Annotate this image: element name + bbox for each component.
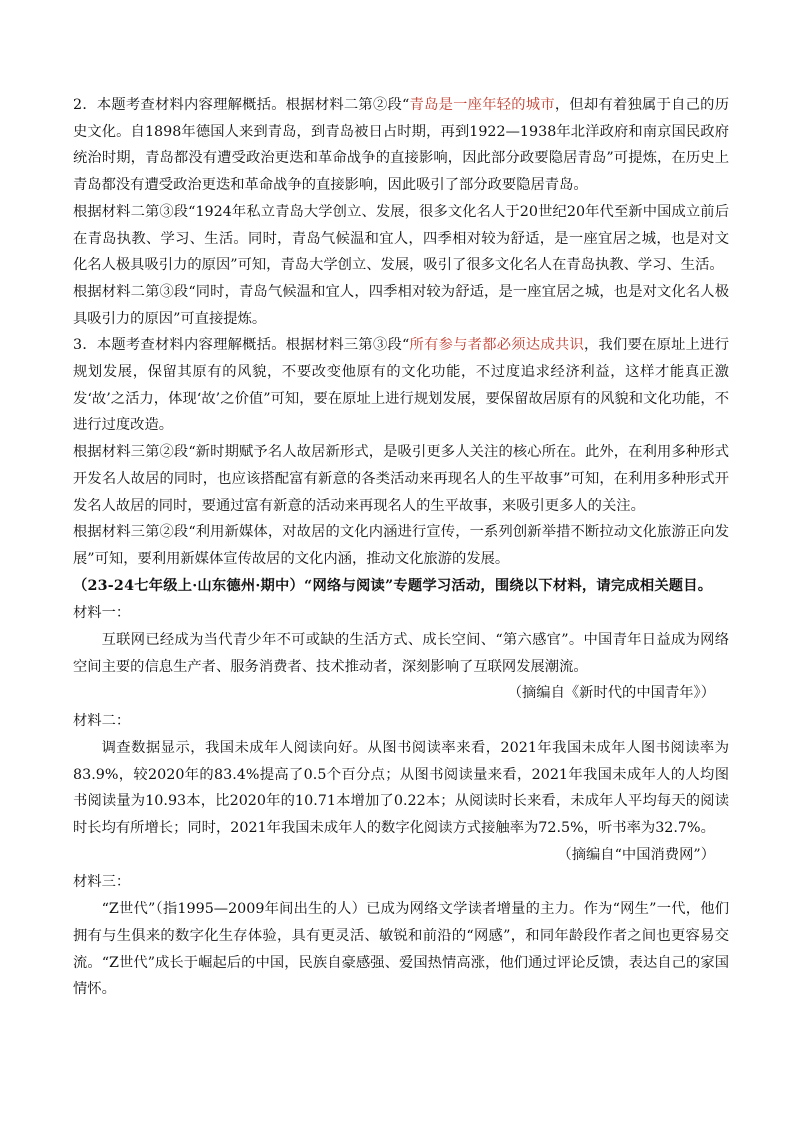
answer-3-lead: 3．本题考查材料内容理解概括。根据材料三第③段“: [73, 337, 410, 354]
answer-2-body: ，但却有着独属于自己的历史文化。自1898年德国人来到青岛，到青岛被日占时期，再到1922—1938年北洋政府和南京国民政府统治时期，青岛都没有遭受政治更迭和革命战争的直接影响，因此部分政要隐居青岛”可提炼，在历史上青岛都没有遭受政治更迭和革命战争的直接影响，因此吸引了部分政要隐居青岛。: [73, 97, 730, 194]
answer-2-quote-highlight: 青岛是一座年轻的城市: [409, 97, 555, 113]
material-1-source: （摘编自《新时代的中国青年》）: [507, 685, 715, 702]
answer-2-paragraph: [73, 92, 729, 199]
answer-2-paragraph-3: 根据材料二第③段“同时，青岛气候温和宜人，四季相对较为舒适，是一座宜居之城，也是对文化名人极具吸引力的原因”可直接提炼。: [73, 283, 729, 327]
answer-3-body: ，我们要在原址上进行规划发展，保留其原有的风貌，不要改变他原有的文化功能，不过度追求经济利益，这样才能真正激发‘故’之活力，体现‘故’之价值”可知，要在原址上进行规划发展，要保留故居原有的风貌和文化功能，不进行过度改造。: [73, 337, 730, 434]
material-1-label: 材料一：: [73, 605, 131, 622]
material-1-text: 互联网已经成为当代青少年不可或缺的生活方式、成长空间、“第六感官”。中国青年日益成为网络空间主要的信息生产者、服务消费者、技术推动者，深刻影响了互联网发展潮流。: [73, 632, 729, 675]
material-2-text: 调查数据显示，我国未成年人阅读向好。从图书阅读率来看，2021年我国未成年人图书阅读率为83.9%，较2020年的83.4%提高了0.5个百分点；从图书阅读量来看，2021年我国未成年人的人均图书阅读量为10.93本，比2020年的10.71本增加了0.22本；从阅读时长来看，未成年人平均每天的阅读时长均有所增长；同时，2021年我国未成年人的数字化阅读方式接触率为72.5%，听书率为32.7%。: [73, 739, 729, 836]
answer-2-paragraph-2: 根据材料二第③段“1924年私立青岛大学创立、发展，很多文化名人于20世纪20年代至新中国成立前后在青岛执教、学习、生活。同时，青岛气候温和宜人，四季相对较为舒适，是一座宜居之城，也是对文化名人极具吸引力的原因”可知，青岛大学创立、发展，吸引了很多文化名人在青岛执教、学习、生活。: [73, 203, 729, 274]
answer-2-lead: 2．本题考查材料内容理解概括。根据材料二第②段“: [73, 97, 410, 113]
material-2-source: （摘编自“中国消费网”）: [557, 846, 715, 863]
answer-3-paragraph-2: 根据材料三第②段“新时期赋予名人故居新形式，是吸引更多人关注的核心所在。此外，在利用多种形式开发名人故居的同时，也应该搭配富有新意的各类活动来再现名人的生平故事”可知，在利用多种形式开发名人故居的同时，要通过富有新意的活动来再现名人的生平故事，来吸引更多人的关注。: [73, 444, 729, 514]
question-heading: （23-24七年级上·山东德州·期中）“网络与阅读”专题学习活动，围绕以下材料，请完成相关题目。: [73, 577, 713, 594]
material-3-text: “Z世代”（指1995—2009年间出生的人）已成为网络文学读者增量的主力。作为“网生”一代，他们拥有与生俱来的数字化生存体验，具有更灵活、敏锐和前沿的“网感”，和同年龄段作者之间也更容易交流。“Z世代”成长于崛起后的中国，民族自豪感强、爱国热情高涨，他们通过评论反馈，表达自己的家国情怀。: [73, 901, 729, 998]
answer-3-paragraph-3: 根据材料三第②段“利用新媒体，对故居的文化内涵进行宣传，一系列创新举措不断拉动文化旅游正向发展”可知，要利用新媒体宣传故居的文化内涵，推动文化旅游的发展。: [73, 524, 729, 567]
material-3-label: 材料三：: [73, 874, 131, 891]
answer-3-quote-highlight: 所有参与者都必须达成共识: [409, 337, 584, 354]
document-page: [73, 92, 729, 1003]
answer-3-paragraph: [73, 332, 729, 439]
material-2-label: 材料二：: [73, 713, 131, 730]
